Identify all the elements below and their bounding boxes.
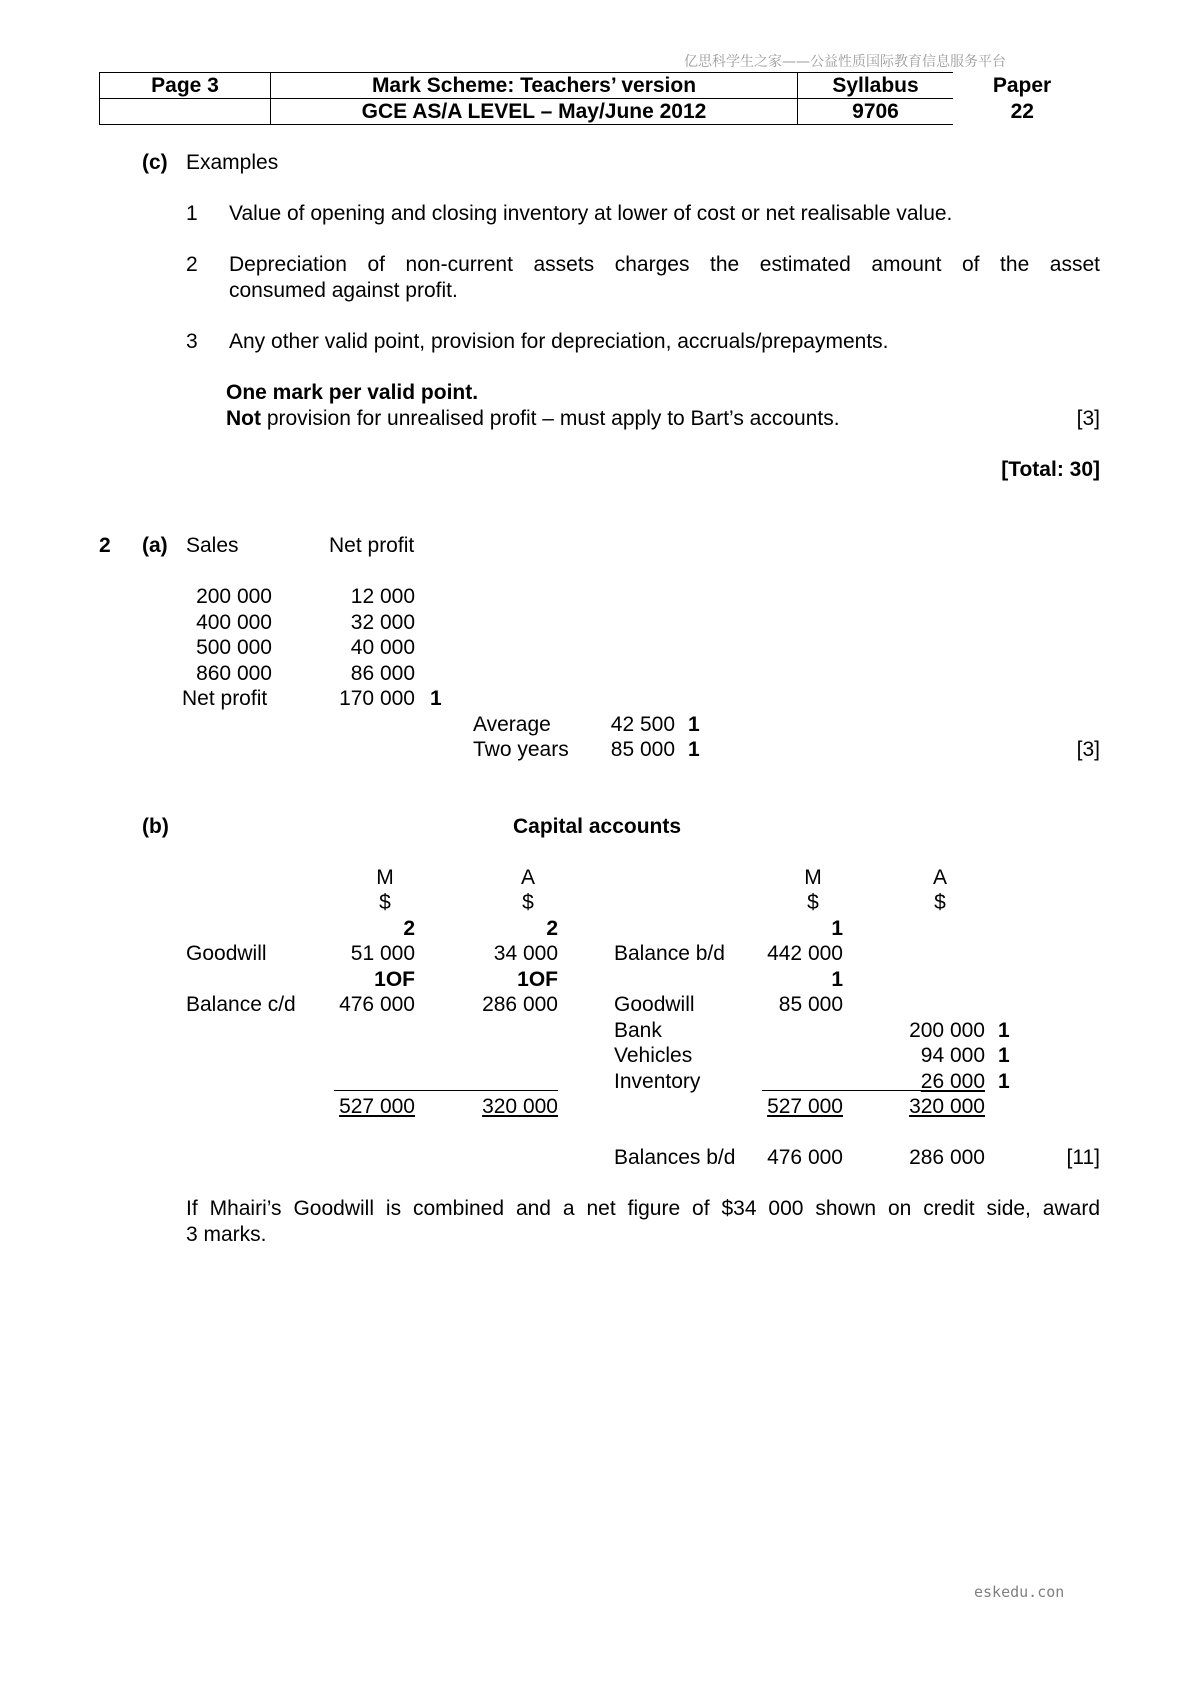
debit-goodwill-label: Goodwill [186, 942, 267, 965]
credit-total-rule [762, 1090, 985, 1091]
average-mark: 1 [688, 713, 700, 736]
part-a-marks: [3] [1076, 738, 1100, 761]
mark-note: One mark per valid point. [226, 381, 479, 404]
two-years-value: 85 000 [610, 738, 675, 761]
item-2-text-line2: consumed against profit. [229, 279, 458, 302]
net-profit-mark: 1 [430, 687, 442, 710]
credit-mark-m: 1 [831, 968, 843, 991]
goodwill-note-line2: 3 marks. [186, 1223, 267, 1246]
two-years-mark: 1 [688, 738, 700, 761]
item-2-number: 2 [186, 253, 198, 276]
credit-balances-bd-m: 476 000 [767, 1146, 843, 1169]
not-note-bold: Not [226, 407, 261, 430]
credit-balance-bd-label: Balance b/d [614, 942, 725, 965]
part-b-marks: [11] [1066, 1146, 1100, 1169]
credit-goodwill-m: 85 000 [778, 993, 843, 1016]
average-label: Average [473, 713, 551, 736]
debit-col-a: A [520, 866, 535, 889]
sales-value: 860 000 [196, 662, 272, 685]
not-note [226, 407, 840, 431]
total-marks: [Total: 30] [1001, 458, 1100, 481]
header-blank-cell [100, 99, 271, 125]
item-1-number: 1 [186, 202, 198, 225]
credit-vehicles-a: 94 000 [920, 1044, 985, 1067]
item-2-text-line1: Depreciation of non-current assets charges the estimated amount of the asset [229, 253, 1100, 276]
credit-balances-bd-label: Balances b/d [614, 1146, 736, 1169]
profit-value: 12 000 [350, 585, 415, 608]
credit-vehicles-mark: 1 [998, 1044, 1010, 1067]
credit-bank-a: 200 000 [909, 1019, 985, 1042]
profit-value: 86 000 [350, 662, 415, 685]
debit-balance-cd-label: Balance c/d [186, 993, 296, 1016]
credit-balances-bd-a: 286 000 [909, 1146, 985, 1169]
item-1-text: Value of opening and closing inventory at lower of cost or net realisable value. [229, 202, 953, 225]
net-profit-label: Net profit [182, 687, 268, 710]
debit-col-m: M [376, 866, 394, 889]
debit-goodwill-m: 51 000 [350, 942, 415, 965]
net-profit-total: 170 000 [339, 687, 415, 710]
credit-total-m: 527 000 [767, 1095, 843, 1118]
header-page: Page 3 [100, 73, 271, 99]
debit-currency-a: $ [522, 891, 534, 914]
credit-currency-a: $ [934, 891, 946, 914]
item-3-text: Any other valid point, provision for depreciation, accruals/prepayments. [229, 330, 889, 353]
header-exam: GCE AS/A LEVEL – May/June 2012 [271, 99, 798, 125]
sales-heading: Sales [186, 534, 239, 557]
average-value: 42 500 [610, 713, 675, 736]
sales-value: 200 000 [196, 585, 272, 608]
debit-mark-m: 1OF [374, 968, 415, 991]
profit-value: 40 000 [350, 636, 415, 659]
sales-value: 500 000 [196, 636, 272, 659]
profit-value: 32 000 [350, 611, 415, 634]
sales-value: 400 000 [196, 611, 272, 634]
credit-mark-m: 1 [831, 917, 843, 940]
credit-col-a: A [932, 866, 947, 889]
two-years-label: Two years [473, 738, 569, 761]
part-c-marks: [3] [1076, 407, 1100, 430]
header-title: Mark Scheme: Teachers’ version [271, 73, 798, 99]
watermark: 亿思科学生之家——公益性质国际教育信息服务平台 [684, 54, 1006, 70]
header-table [99, 72, 1092, 125]
credit-col-m: M [804, 866, 822, 889]
credit-inventory-a: 26 000 [920, 1070, 985, 1093]
debit-mark-a: 2 [546, 917, 558, 940]
debit-total-rule [334, 1090, 558, 1091]
part-b-label: (b) [142, 815, 169, 838]
part-c-heading: Examples [186, 151, 279, 174]
not-note-text: provision for unrealised profit – must apply to Bart’s accounts. [261, 407, 840, 430]
credit-bank-mark: 1 [998, 1019, 1010, 1042]
credit-vehicles-label: Vehicles [614, 1044, 693, 1067]
goodwill-note-line1: If Mhairi’s Goodwill is combined and a net figure of $34 000 shown on credit side, award [186, 1197, 1100, 1220]
footer-watermark: eskedu.con [974, 1583, 1065, 1601]
header-paper-label: Paper [992, 73, 1052, 97]
header-paper: 22 [1010, 99, 1034, 123]
debit-goodwill-a: 34 000 [493, 942, 558, 965]
part-a-label: (a) [142, 534, 168, 557]
net-profit-heading: Net profit [329, 534, 415, 557]
credit-total-a: 320 000 [909, 1095, 985, 1118]
debit-currency-m: $ [379, 891, 391, 914]
credit-inventory-mark: 1 [998, 1070, 1010, 1093]
capital-accounts-title: Capital accounts [513, 815, 682, 838]
credit-bank-label: Bank [614, 1019, 662, 1042]
debit-total-m: 527 000 [339, 1095, 415, 1118]
debit-mark-m: 2 [403, 917, 415, 940]
debit-balance-cd-m: 476 000 [339, 993, 415, 1016]
credit-goodwill-label: Goodwill [614, 993, 695, 1016]
credit-currency-m: $ [807, 891, 819, 914]
header-syllabus: 9706 [798, 99, 954, 125]
question-number: 2 [99, 534, 111, 557]
debit-total-a: 320 000 [482, 1095, 558, 1118]
credit-balance-bd-m: 442 000 [767, 942, 843, 965]
header-syllabus-label: Syllabus [798, 73, 954, 99]
item-3-number: 3 [186, 330, 198, 353]
part-c-label: (c) [142, 151, 168, 174]
debit-balance-cd-a: 286 000 [482, 993, 558, 1016]
credit-inventory-label: Inventory [614, 1070, 701, 1093]
debit-mark-a: 1OF [517, 968, 558, 991]
